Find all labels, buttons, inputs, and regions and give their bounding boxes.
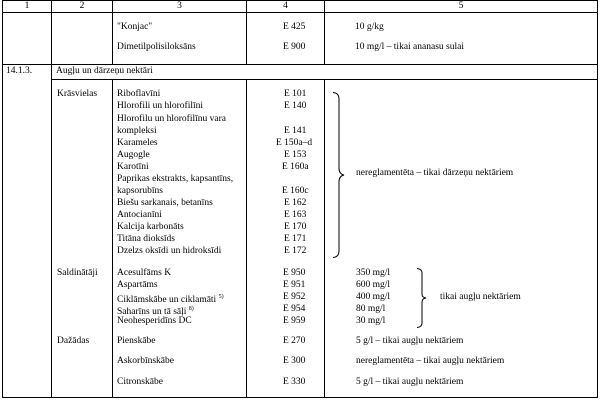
sweetener-name-text: Ciklāmskābe un ciklamāti — [117, 295, 217, 306]
header-col-1: 1 — [24, 1, 30, 11]
sweetener-code: E 954 — [283, 304, 306, 314]
column-border-1-2 — [51, 0, 52, 398]
additive-code: E 425 — [283, 22, 306, 32]
section-number: 14.1.3. — [6, 66, 33, 76]
sweetener-limit: 600 mg/l — [356, 280, 391, 290]
colorant-code: E 160a — [282, 162, 309, 172]
colorant-code: E 150a–d — [276, 138, 313, 148]
colorant-name: Kalcija karbonāts — [117, 222, 184, 232]
colorant-name: Biešu sarkanais, betanīns — [117, 198, 213, 208]
colorant-name: Antocianīni — [117, 210, 162, 220]
colorant-code: E 140 — [284, 101, 307, 111]
additive-limit: 10 g/kg — [355, 22, 384, 32]
section-title: Augļu un dārzeņu nektāri — [56, 66, 153, 76]
sweetener-limit: 30 mg/l — [356, 316, 386, 326]
colorant-code: E 160c — [282, 186, 309, 196]
additive-name: Dimetilpolisiloksāns — [117, 42, 196, 52]
colorant-name: Hlorofilu un hlorofilīnu vara — [117, 114, 226, 124]
colorant-code: E 141 — [284, 126, 307, 136]
colorant-code: E 170 — [284, 222, 307, 232]
column-border-3-4 — [246, 79, 247, 398]
header-col-4: 4 — [283, 1, 288, 11]
misc-code: E 330 — [283, 377, 306, 387]
misc-limit: 5 g/l – tikai augļu nektāriem — [356, 377, 464, 387]
misc-limit: 5 g/l – tikai augļu nektāriem — [356, 336, 464, 346]
section-top-border — [2, 64, 598, 65]
colorant-code: E 171 — [284, 234, 307, 244]
misc-limit: nereglamentēta – tikai augļu nektāriem — [356, 356, 505, 366]
sweetener-limit: 350 mg/l — [356, 268, 391, 278]
colorant-name-cont: kompleksi — [117, 126, 157, 136]
category-misc: Dažādas — [57, 336, 90, 346]
column-border-4-5 — [324, 79, 325, 398]
colorant-name: Augogle — [117, 150, 150, 160]
sweetener-limit: 400 mg/l — [356, 292, 391, 302]
section-title-bottom-border — [52, 79, 598, 80]
colorant-code: E 153 — [284, 150, 307, 160]
sweeteners-brace — [416, 268, 428, 328]
footnote-ref: 8) — [188, 306, 194, 312]
category-colorants: Krāsvielas — [57, 89, 98, 99]
misc-name: Citronskābe — [117, 377, 163, 387]
sweetener-code: E 951 — [283, 280, 306, 290]
colorant-code: E 101 — [284, 89, 307, 99]
colorant-name: Titāna dioksīds — [117, 234, 175, 244]
sweetener-name-text: Saharīns un tā sāļi — [117, 307, 187, 318]
colorant-name-cont: kapsorubīns — [117, 186, 163, 196]
colorant-name: Karameles — [117, 138, 158, 148]
additive-name: "Konjac" — [117, 22, 153, 32]
misc-code: E 270 — [283, 336, 306, 346]
colorant-code: E 162 — [284, 198, 307, 208]
colorants-brace — [332, 92, 346, 258]
category-sweeteners: Saldinātāji — [57, 268, 98, 278]
footnote-ref: 5) — [218, 294, 224, 300]
colorant-name: Paprikas ekstrakts, kapsantīns, — [117, 174, 234, 184]
additive-limit: 10 mg/l – tikai ananasu sulai — [355, 42, 464, 52]
column-border-right — [597, 0, 598, 398]
sweetener-limit: 80 mg/l — [356, 304, 386, 314]
sweeteners-note: tikai augļu nektāriem — [440, 292, 521, 302]
misc-name: Askorbīnskābe — [117, 356, 174, 366]
sweetener-code: E 952 — [283, 292, 306, 302]
sweetener-code: E 959 — [283, 316, 306, 326]
colorant-name: Riboflavīni — [117, 89, 161, 99]
colorants-limit: nereglamentēta – tikai dārzeņu nektāriem — [356, 168, 514, 178]
colorant-name: Karotīni — [117, 162, 149, 172]
colorant-name: Dzelzs oksīdi un hidroksīdi — [117, 246, 222, 256]
colorant-code: E 172 — [284, 246, 307, 256]
header-col-2: 2 — [79, 1, 85, 11]
colorant-name: Hlorofili un hlorofilīni — [117, 101, 204, 111]
header-bottom-border — [2, 12, 598, 13]
sweetener-code: E 950 — [283, 268, 306, 278]
header-col-5: 5 — [458, 1, 464, 11]
sweetener-name: Aspartāms — [117, 280, 158, 290]
misc-name: Pienskābe — [117, 336, 156, 346]
additive-code: E 900 — [283, 42, 306, 52]
sweetener-name: Neohesperidīns DC — [117, 316, 192, 326]
header-col-3: 3 — [177, 1, 182, 11]
misc-code: E 300 — [283, 356, 306, 366]
column-border-2-3 — [112, 79, 113, 398]
sweetener-name: Acesulfāms K — [117, 268, 172, 278]
column-border-left — [2, 0, 3, 398]
table-bottom-border — [2, 397, 598, 398]
colorant-code: E 163 — [284, 210, 307, 220]
